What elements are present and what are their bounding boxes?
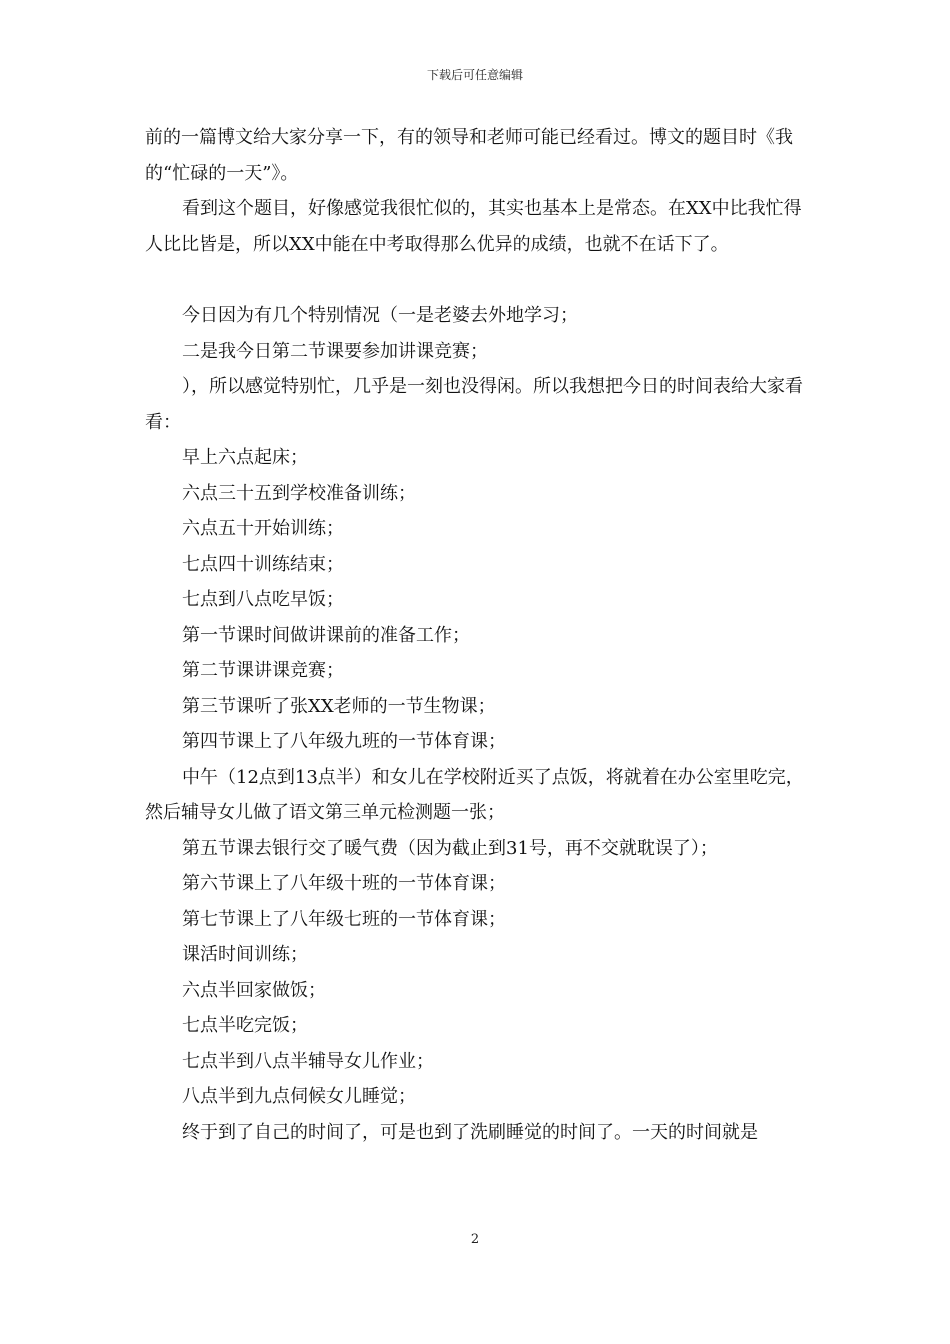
paragraph: ），所以感觉特别忙，几乎是一刻也没得闲。所以我想把今日的时间表给大家看看： (145, 376, 803, 433)
paragraph: 七点半到八点半辅导女儿作业； (182, 1050, 434, 1072)
page-number: 2 (470, 1232, 480, 1247)
paragraph: 七点半吃完饭； (182, 1015, 308, 1036)
document-body (145, 120, 810, 1150)
paragraph: 第二节课讲课竞赛； (182, 660, 344, 681)
paragraph: 看到这个题目，好像感觉我很忙似的，其实也基本上是常态。在XX中比我忙得人比比皆是，所以XX中能在中考取得那么优异的成绩，也就不在话下了。 (145, 198, 802, 255)
schedule-paragraphs (145, 298, 810, 1150)
paragraph: 第五节课去银行交了暖气费（因为截止到31号，再不交就耽误了）； (182, 837, 718, 859)
paragraph: 六点三十五到学校准备训练； (182, 482, 416, 504)
paragraph: 第三节课听了张XX老师的一节生物课； (182, 695, 496, 717)
paragraph: 终于到了自己的时间了，可是也到了洗刷睡觉的时间了。一天的时间就是 (182, 1121, 758, 1143)
paragraph: 七点四十训练结束； (182, 553, 344, 575)
paragraph: 第六节课上了八年级十班的一节体育课； (182, 873, 506, 894)
paragraph: 早上六点起床； (182, 447, 308, 468)
paragraph: 第一节课时间做讲课前的准备工作； (182, 624, 470, 646)
paragraph-spacer (145, 262, 810, 298)
paragraph: 今日因为有几个特别情况（一是老婆去外地学习； (182, 305, 578, 326)
paragraph: 课活时间训练； (182, 944, 308, 965)
paragraph: 六点五十开始训练； (182, 518, 344, 539)
paragraph: 前的一篇博文给大家分享一下，有的领导和老师可能已经看过。博文的题目时《我的“忙碌的一天”》。 (145, 127, 793, 184)
paragraph: 六点半回家做饭； (182, 979, 326, 1001)
paragraph: 八点半到九点伺候女儿睡觉； (182, 1086, 416, 1107)
page-header: 下载后可任意编辑 (426, 68, 523, 82)
paragraph: 第七节课上了八年级七班的一节体育课； (182, 908, 506, 930)
paragraph: 第四节课上了八年级九班的一节体育课； (182, 731, 506, 752)
paragraph: 二是我今日第二节课要参加讲课竞赛； (182, 340, 488, 362)
paragraph: 中午（12点到13点半）和女儿在学校附近买了点饭，将就着在办公室里吃完，然后辅导女儿做了语文第三单元检测题一张； (145, 766, 804, 823)
paragraph: 七点到八点吃早饭； (182, 589, 344, 610)
